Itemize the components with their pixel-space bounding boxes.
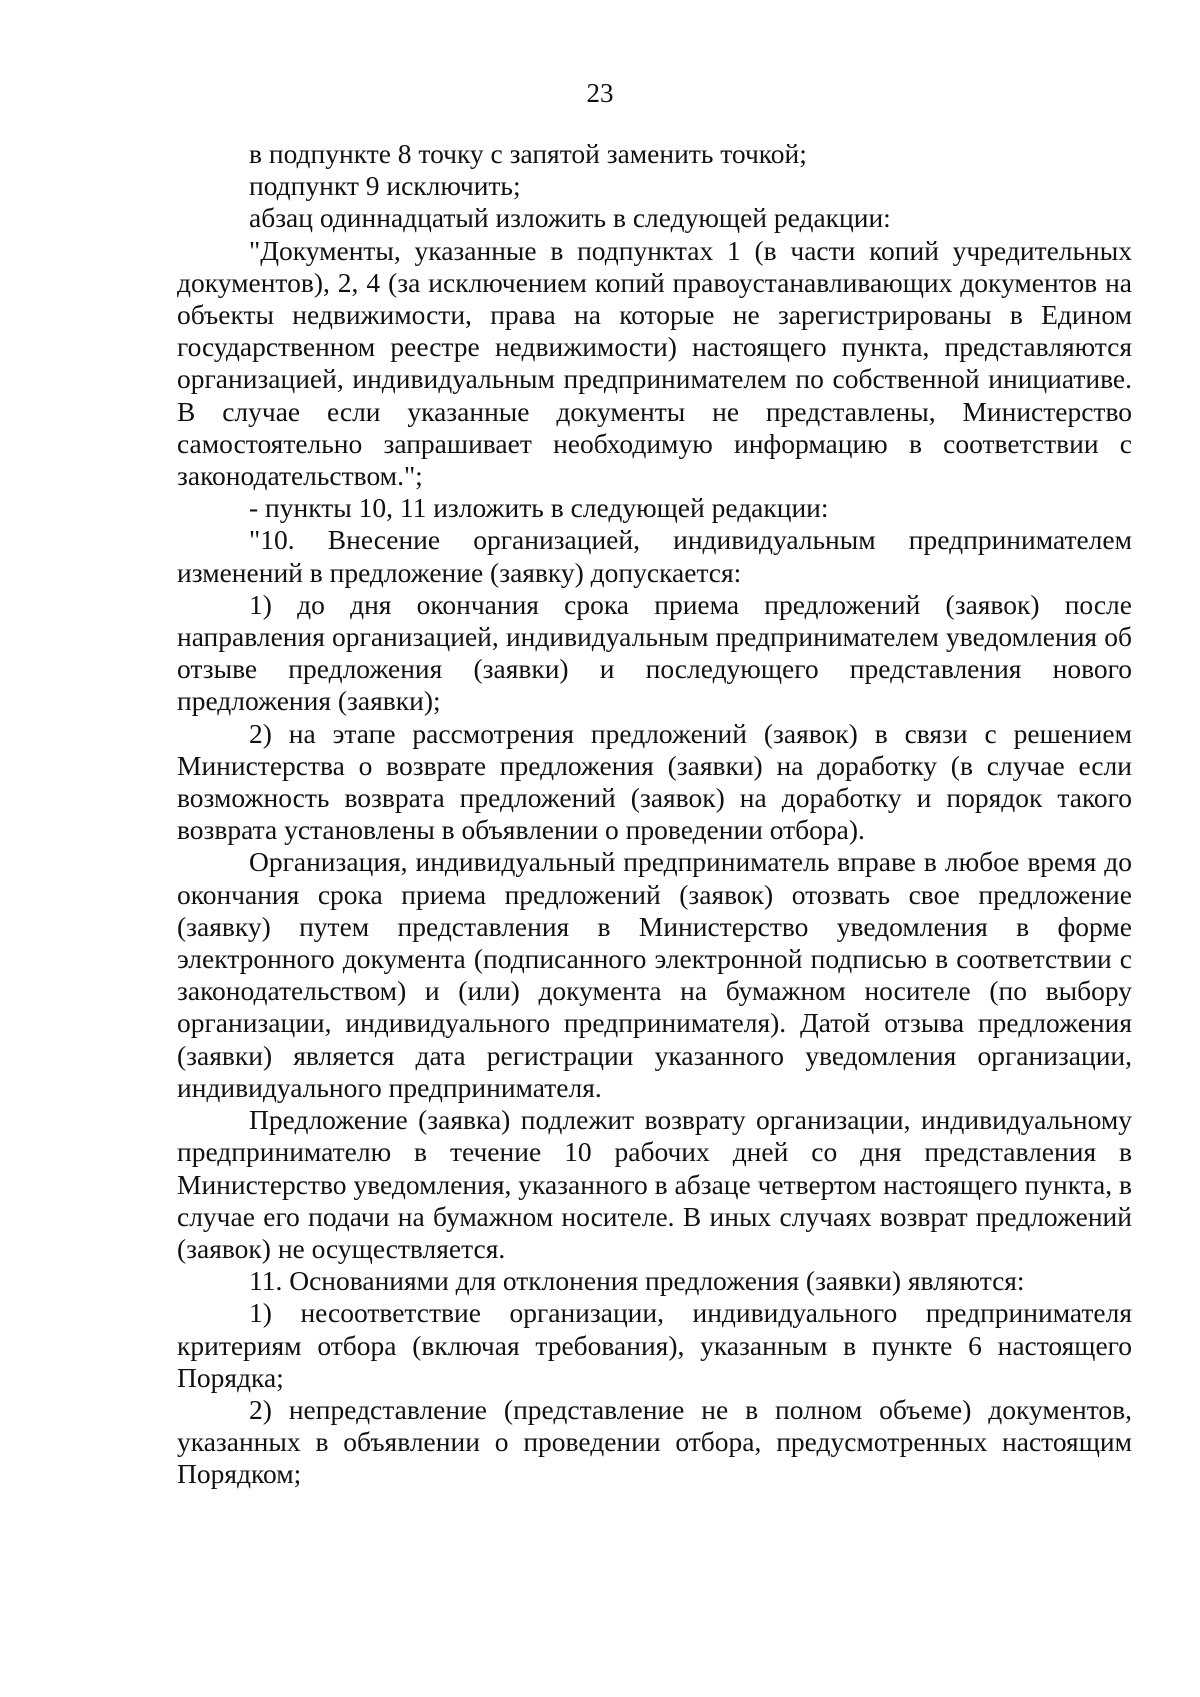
paragraph: Организация, индивидуальный предприниматель вправе в любое время до окончания срока приема предложений (заявок) отозвать свое предложение (заявку) путем представления в Министерство уведомления в форме электронного документа (подписанного электронной подписью в соответствии с законодательством) и (или) документа на бумажном носителе (по выбору организации, индивидуального предпринимателя). Датой отзыва предложения (заявки) является дата регистрации указанного уведомления организации, индивидуального предпринимателя. bbox=[177, 846, 1132, 1103]
paragraph: подпункт 9 исключить; bbox=[249, 170, 521, 202]
document-body bbox=[177, 138, 1132, 1491]
page-number: 23 bbox=[586, 78, 614, 108]
paragraph: "Документы, указанные в подпунктах 1 (в части копий учредительных документов), 2, 4 (за исключением копий правоустанавливающих документов на объекты недвижимости, права на которые не зарегистрированы в Едином государственном реестре недвижимости) настоящего пункта, представляются организацией, индивидуальным предпринимателем по собственной инициативе. В случае если указанные документы не представлены, Министерство самостоятельно запрашивает необходимую информацию в соответствии с законодательством."; bbox=[177, 234, 1132, 492]
paragraph: Предложение (заявка) подлежит возврату организации, индивидуальному предпринимателю в течение 10 рабочих дней со дня представления в Министерство уведомления, указанного в абзаце четвертом настоящего пункта, в случае его подачи на бумажном носителе. В иных случаях возврат предложений (заявок) не осуществляется. bbox=[177, 1104, 1132, 1264]
paragraph: - пункты 10, 11 изложить в следующей редакции: bbox=[249, 492, 829, 524]
paragraph: в подпункте 8 точку с запятой заменить точкой; bbox=[249, 138, 807, 169]
paragraph: 1) до дня окончания срока приема предложений (заявок) после направления организацией, индивидуальным предпринимателем уведомления об отзыве предложения (заявки) и последующего представления нового предложения (заявки); bbox=[177, 588, 1132, 717]
paragraph: 2) на этапе рассмотрения предложений (заявок) в связи с решением Министерства о возврате предложения (заявки) на доработку (в случае если возможность возврата предложений (заявок) на доработку и порядок такого возврата установлены в объявлении о проведении отбора). bbox=[177, 717, 1132, 846]
paragraph: 2) непредставление (представление не в полном объеме) документов, указанных в объявлении о проведении отбора, предусмотренных настоящим Порядком; bbox=[177, 1393, 1132, 1490]
paragraph: 1) несоответствие организации, индивидуального предпринимателя критериям отбора (включая требования), указанным в пункте 6 настоящего Порядка; bbox=[177, 1297, 1132, 1393]
paragraph: абзац одиннадцатый изложить в следующей редакции: bbox=[249, 202, 891, 234]
paragraph: "10. Внесение организацией, индивидуальным предпринимателем изменений в предложение (заявку) допускается: bbox=[177, 524, 1132, 588]
paragraph: 11. Основаниями для отклонения предложения (заявки) являются: bbox=[249, 1265, 1025, 1297]
